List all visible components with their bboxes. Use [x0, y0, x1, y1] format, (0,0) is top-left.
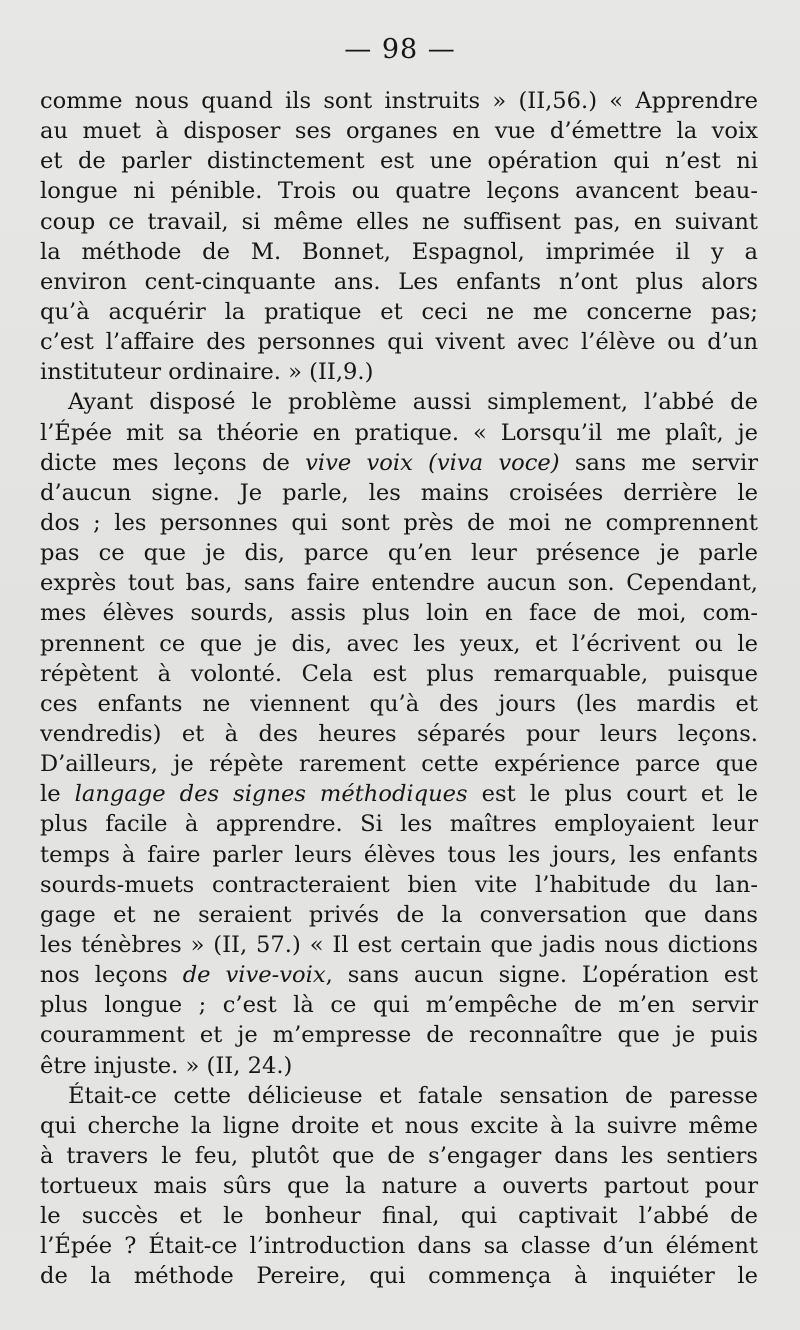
page-number: — 98 —	[344, 34, 456, 65]
text-segment: le succès et le bonheur final, qui captivait l’abbé de	[40, 1203, 758, 1230]
text-line	[40, 387, 758, 417]
text-segment: dicte mes leçons de	[40, 449, 306, 476]
text-segment: l’Épée ? Était-ce l’introduction dans sa classe d’un élément	[40, 1233, 758, 1260]
text-line	[40, 870, 758, 900]
text-segment: et de parler distinctement est une opération qui n’est ni	[40, 148, 758, 175]
text-segment: vendredis) et à des heures séparés pour leurs leçons.	[40, 720, 758, 747]
text-line	[40, 719, 758, 749]
text-segment: la méthode de M. Bonnet, Espagnol, imprimée il y a	[40, 238, 758, 265]
text-line	[40, 1141, 758, 1171]
text-segment: plus longue ; c’est là ce qui m’empêche de m’en servir	[40, 992, 758, 1019]
text-segment: sans me servir	[559, 449, 758, 476]
text-line	[40, 116, 758, 146]
italic-text-segment: langage des signes méthodiques	[74, 781, 468, 808]
text-line	[40, 418, 758, 448]
text-segment: longue ni pénible. Trois ou quatre leçons avancent beau-	[40, 178, 758, 205]
text-segment: d’aucun signe. Je parle, les mains croisées derrière le	[40, 479, 758, 506]
text-segment: temps à faire parler leurs élèves tous les jours, les enfants	[40, 841, 758, 868]
text-line	[40, 176, 758, 206]
text-line	[40, 779, 758, 809]
text-segment: mes élèves sourds, assis plus loin en face de moi, com-	[40, 600, 758, 627]
text-line	[40, 357, 758, 387]
text-segment: être injuste. » (II, 24.)	[40, 1052, 293, 1079]
body-text	[40, 86, 758, 1292]
text-line	[40, 267, 758, 297]
text-line	[40, 809, 758, 839]
text-line	[40, 327, 758, 357]
text-segment: instituteur ordinaire. » (II,9.)	[40, 359, 374, 386]
text-line	[40, 960, 758, 990]
text-line	[40, 1051, 758, 1081]
text-segment: pas ce que je dis, parce qu’en leur présence je parle	[40, 540, 758, 567]
text-segment: répètent à volonté. Cela est plus remarquable, puisque	[40, 660, 758, 687]
italic-text-segment: de vive-voix	[182, 962, 326, 989]
text-segment: couramment et je m’empresse de reconnaître que je puis	[40, 1022, 758, 1049]
text-segment: qui cherche la ligne droite et nous excite à la suivre même	[40, 1112, 758, 1139]
text-line	[40, 1020, 758, 1050]
text-line	[40, 448, 758, 478]
text-segment: D’ailleurs, je répète rarement cette expérience parce que	[40, 751, 758, 778]
text-line	[40, 629, 758, 659]
text-line	[40, 207, 758, 237]
text-segment: prennent ce que je dis, avec les yeux, et l’écrivent ou le	[40, 630, 758, 657]
text-segment: c’est l’affaire des personnes qui vivent avec l’élève ou d’un	[40, 329, 758, 356]
text-segment: comme nous quand ils sont instruits » (II,56.) « Apprendre	[40, 88, 758, 114]
text-segment: , sans aucun signe. L’opération est	[325, 962, 758, 989]
text-segment: nos leçons	[40, 962, 183, 989]
text-segment: dos ; les personnes qui sont près de moi ne comprennent	[40, 509, 758, 536]
text-line	[40, 1201, 758, 1231]
text-segment: Était-ce cette délicieuse et fatale sensation de paresse	[68, 1082, 758, 1109]
text-segment: qu’à acquérir la pratique et ceci ne me concerne pas;	[40, 298, 758, 325]
text-segment: l’Épée mit sa théorie en pratique. « Lorsqu’il me plaît, je	[40, 419, 758, 446]
text-line	[40, 1231, 758, 1261]
text-segment: à travers le feu, plutôt que de s’engager dans les sentiers	[40, 1142, 758, 1169]
text-line	[40, 538, 758, 568]
text-line	[40, 508, 758, 538]
text-segment: Ayant disposé le problème aussi simplement, l’abbé de	[68, 389, 758, 416]
text-line	[40, 568, 758, 598]
text-segment: de la méthode Pereire, qui commença à inquiéter le	[40, 1263, 758, 1290]
text-segment: gage et ne seraient privés de la conversation que dans	[40, 901, 758, 928]
text-line	[40, 1081, 758, 1111]
italic-text-segment: vive voix (viva voce)	[305, 449, 560, 476]
text-segment: ces enfants ne viennent qu’à des jours (les mardis et	[40, 690, 758, 717]
text-line	[40, 146, 758, 176]
text-line	[40, 749, 758, 779]
text-line	[40, 297, 758, 327]
text-segment: environ cent-cinquante ans. Les enfants n’ont plus alors	[40, 268, 758, 295]
text-line	[40, 237, 758, 267]
text-segment: au muet à disposer ses organes en vue d’émettre la voix	[40, 118, 758, 145]
text-line	[40, 840, 758, 870]
text-segment: le	[40, 781, 75, 808]
text-segment: plus facile à apprendre. Si les maîtres employaient leur	[40, 811, 758, 838]
text-line	[40, 659, 758, 689]
text-line	[40, 1111, 758, 1141]
text-line	[40, 478, 758, 508]
text-segment: exprès tout bas, sans faire entendre aucun son. Cependant,	[40, 570, 758, 597]
text-line	[40, 930, 758, 960]
text-segment: est le plus court et le	[467, 781, 758, 808]
text-line	[40, 1261, 758, 1291]
text-segment: sourds-muets contracteraient bien vite l’habitude du lan-	[40, 871, 758, 898]
text-line	[40, 598, 758, 628]
text-line	[40, 689, 758, 719]
text-line	[40, 990, 758, 1020]
text-segment: tortueux mais sûrs que la nature a ouverts partout pour	[40, 1173, 758, 1200]
text-line	[40, 1171, 758, 1201]
text-segment: coup ce travail, si même elles ne suffisent pas, en suivant	[40, 208, 758, 235]
text-line	[40, 900, 758, 930]
text-line	[40, 86, 758, 116]
text-segment: les ténèbres » (II, 57.) « Il est certain que jadis nous dictions	[40, 931, 758, 958]
